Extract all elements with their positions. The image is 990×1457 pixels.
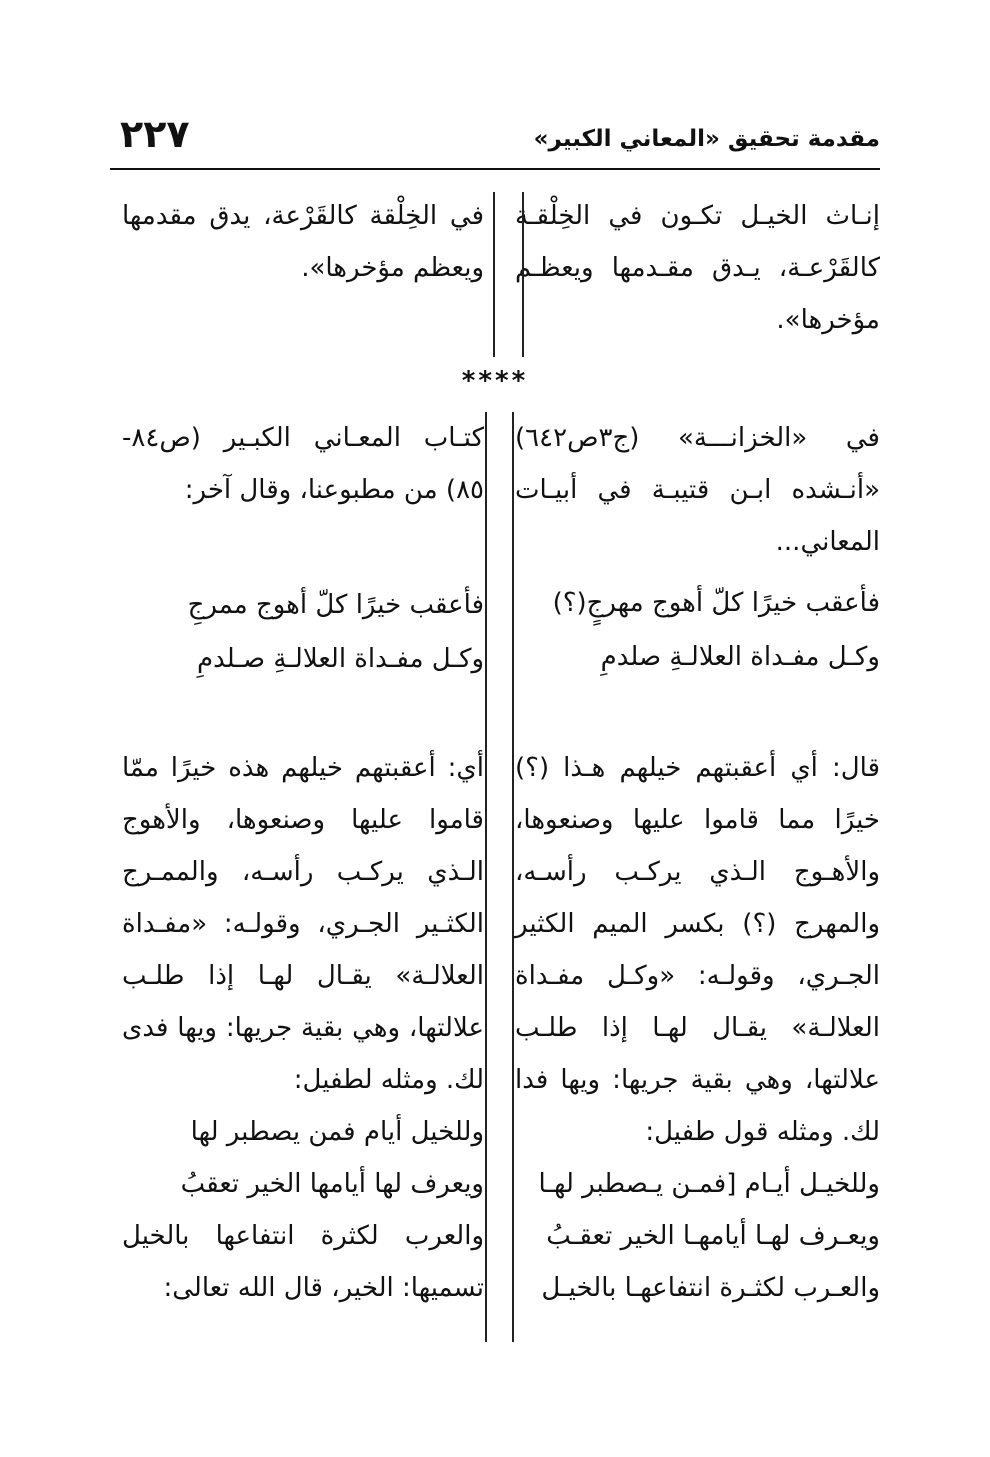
section2-column-rule-left	[485, 412, 487, 1342]
section2-right-intro: في «الخزانـــة» (ج٣ص٦٤٢) «أنـشده ابـن قتيبـة في أبيـات المعاني...	[515, 423, 880, 557]
section1-left-column: في الخِلْقة كالقَرْعة، يدق مقدمها ويعظم مؤخرها».	[122, 201, 484, 283]
section1-column-rule-right	[522, 192, 524, 357]
page-number: ٢٢٧	[120, 112, 190, 156]
section2-column-rule-right	[512, 412, 514, 1342]
section-separator: ****	[461, 366, 529, 396]
section2-left-verse: فأعقب خيرًا كلّ أهوج ممرجِ وكـل مفـداة العلالـةِ صـلدمِ	[187, 590, 484, 674]
section2-right-commentary: قال: أي أعقبتهم خيلهم هـذا (؟) خيرًا مما قاموا عليها وصنعوها، والأهـوج الـذي يركـب رأسـه، والمهرج (؟) بكسر الميم الكثير الجـري، وقولـه: «وكـل مفـداة العلالـة» يقـال لهـا إذا طلـب علالتها، وهي بقية جريها: ويها فدا لك. ومثله قول طفيل: وللخيـل أيـام [فمـن يـصطبر لهـا ويعـرف لهـا أيامهـا الخير تعقـبُ والعـرب لكثـرة انتفاعهـا بالخيـل	[515, 753, 880, 1303]
section1-column-rule-left	[493, 192, 495, 357]
section2-right-verse: فأعقب خيرًا كلّ أهوج مهرجٍ(؟) وكـل مفـداة العلالـةِ صلدمِ	[552, 588, 880, 672]
section1-right-column: إنـاث الخيـل تكـون في الخِلْقـة كالقَرْعـة، يـدق مقـدمها ويعظـم مؤخرها».	[515, 201, 880, 335]
section2-left-intro: كتـاب المعـاني الكبـير (ص٨٤- ٨٥) من مطبوعنا، وقال آخر:	[122, 423, 484, 505]
running-header: مقدمة تحقيق «المعاني الكبير»	[533, 126, 880, 152]
section2-left-commentary: أي: أعقبتهم خيلهم هذه خيرًا ممّا قاموا عليها وصنعوها، والأهوج الـذي يركـب رأسـه، والممـرج الكثـير الجـري، وقولـه: «مفـداة العلالـة» يقـال لهـا إذا طلـب علالتها، وهي بقية جريها: ويها فدى لك. ومثله لطفيل: وللخيل أيام فمن يصطبر لها ويعرف لها أيامها الخير تعقبُ والعرب لكثرة انتفاعها بالخيل تسميها: الخير، قال الله تعالى:	[122, 753, 484, 1303]
header-rule	[110, 168, 880, 170]
